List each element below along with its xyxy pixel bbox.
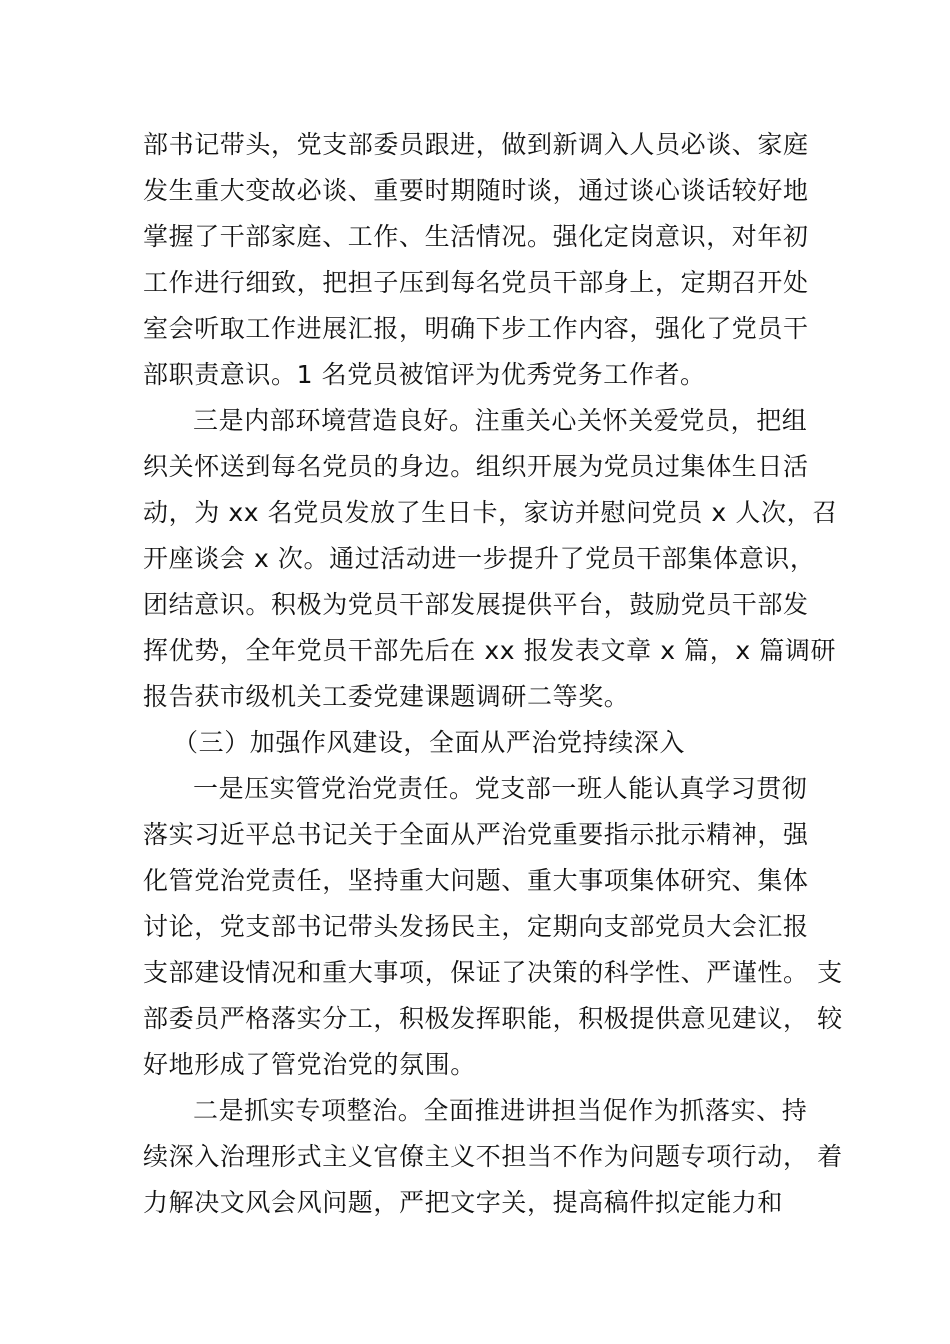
- text-line: 动，为 xx 名党员发放了生日卡，家访并慰问党员 x 人次，召: [143, 498, 838, 527]
- text-line: 挥优势，全年党员干部先后在 xx 报发表文章 x 篇，x 篇调研: [143, 636, 837, 665]
- text-line: 部职责意识。1 名党员被馆评为优秀党务工作者。: [143, 360, 706, 389]
- text-line: 织关怀送到每名党员的身边。组织开展为党员过集体生日活: [143, 452, 809, 481]
- text-line: 工作进行细致，把担子压到每名党员干部身上，定期召开处: [143, 268, 809, 297]
- paragraph-first-line: 三是内部环境营造良好。注重关心关怀关爱党员，把组: [193, 406, 808, 435]
- text-line: 团结意识。积极为党员干部发展提供平台，鼓励党员干部发: [143, 590, 809, 619]
- text-line: 部书记带头，党支部委员跟进，做到新调入人员必谈、家庭: [143, 130, 809, 159]
- text-line: 开座谈会 x 次。通过活动进一步提升了党员干部集体意识，: [143, 544, 816, 573]
- body-text: [143, 122, 843, 1226]
- text-line: 落实习近平总书记关于全面从严治党重要指示批示精神，强: [143, 820, 809, 849]
- text-line: 好地形成了管党治党的氛围。: [143, 1050, 476, 1079]
- paragraph-first-line: 二是抓实专项整治。全面推进讲担当促作为抓落实、持: [193, 1096, 808, 1125]
- text-line: 室会听取工作进展汇报，明确下步工作内容，强化了党员干: [143, 314, 809, 343]
- text-line: 支部建设情况和重大事项，保证了决策的科学性、严谨性。 支: [143, 958, 843, 987]
- section-heading: （三）加强作风建设，全面从严治党持续深入: [173, 728, 686, 757]
- paragraph-first-line: 一是压实管党治党责任。党支部一班人能认真学习贯彻: [193, 774, 808, 803]
- text-line: 力解决文风会风问题，严把文字关，提高稿件拟定能力和: [143, 1188, 784, 1217]
- text-line: 续深入治理形式主义官僚主义不担当不作为问题专项行动， 着: [143, 1142, 843, 1171]
- text-line: 报告获市级机关工委党建课题调研二等奖。: [143, 682, 630, 711]
- text-line: 发生重大变故必谈、重要时期随时谈，通过谈心谈话较好地: [143, 176, 809, 205]
- text-line: 部委员严格落实分工，积极发挥职能，积极提供意见建议， 较: [143, 1004, 843, 1033]
- text-line: 化管党治党责任，坚持重大问题、重大事项集体研究、集体: [143, 866, 809, 895]
- text-line: 讨论，党支部书记带头发扬民主，定期向支部党员大会汇报: [143, 912, 809, 941]
- text-line: 掌握了干部家庭、工作、生活情况。强化定岗意识，对年初: [143, 222, 809, 251]
